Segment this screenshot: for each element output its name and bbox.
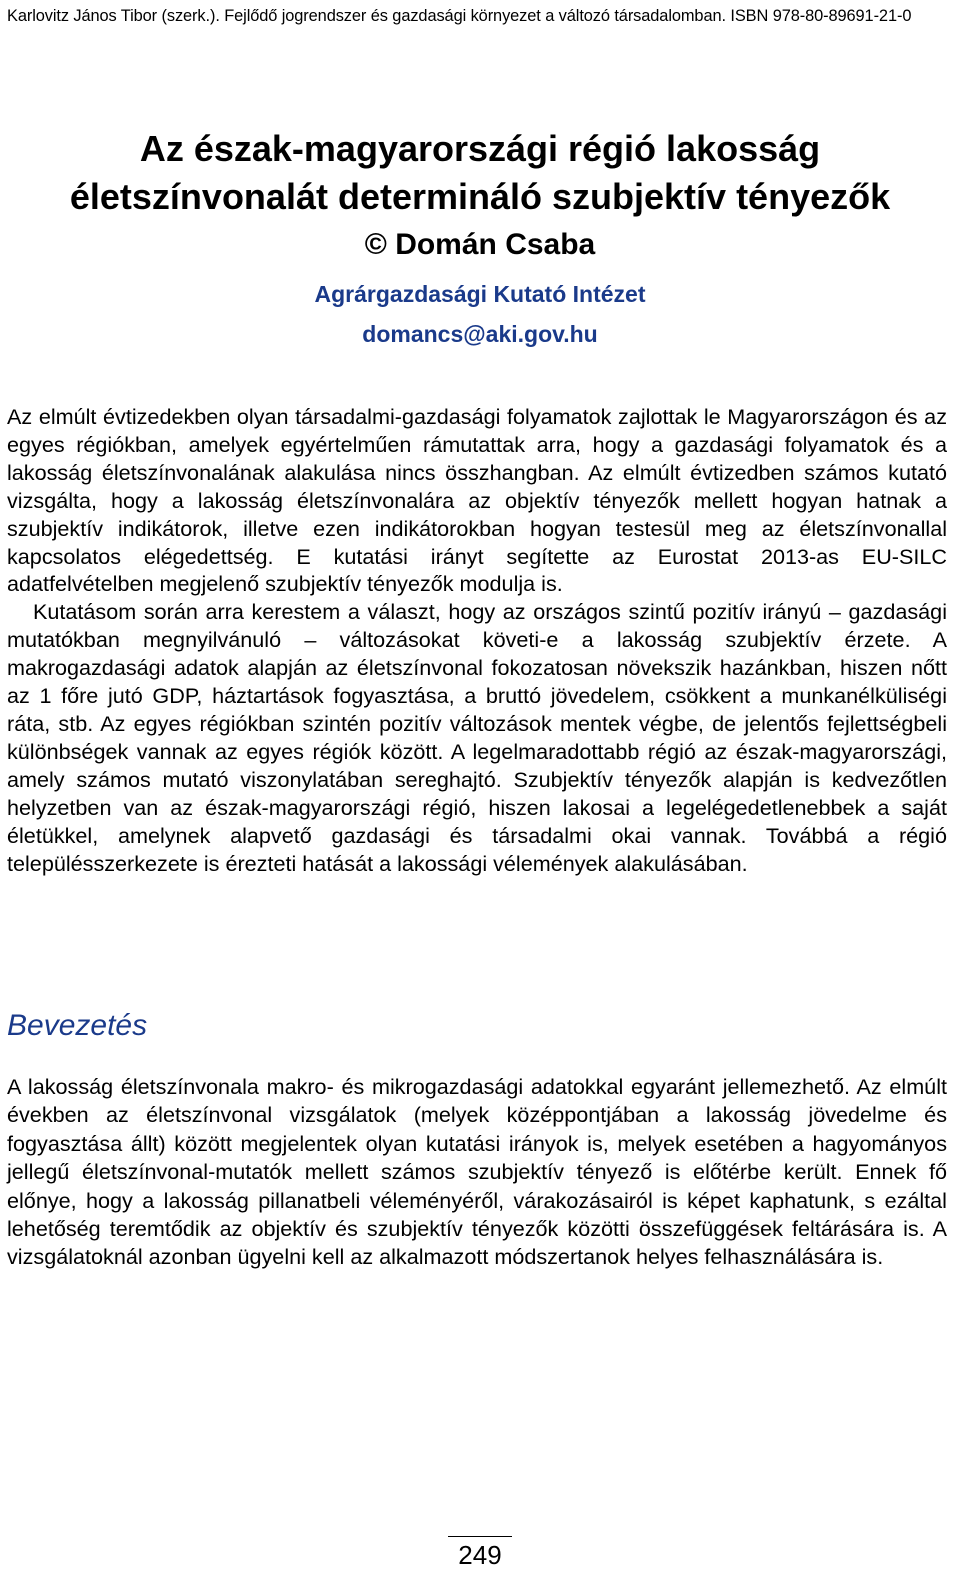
author-name: © Domán Csaba	[364, 228, 596, 261]
page-number: 249	[458, 1540, 502, 1570]
running-header: Karlovitz János Tibor (szerk.). Fejlődő jogrendszer és gazdasági környezet a változó társadalomban. ISBN 978-80-89691-21-0	[7, 7, 912, 25]
author-affiliation: Agrárgazdasági Kutató Intézet	[314, 281, 646, 307]
title-line-1: Az észak-magyarországi régió lakosság	[139, 128, 821, 169]
title-line-2: életszínvonalát determináló szubjektív tényezők	[69, 176, 891, 217]
section-paragraph-1: A lakosság életszínvonala makro- és mikrogazdasági adatokkal egyaránt jellemezhető. Az elmúlt években az életszínvonal vizsgálatok (melyek középpontjában a lakosság jövedelme és fogyasztása állt) között megjelentek olyan kutatási irányok is, melyek esetében a hagyományos jellegű életszínvonal-mutatók mellett számos szubjektív tényező is előtérbe került. Ennek fő előnye, hogy a lakosság pillanatbeli véleményéről, várakozásairól is képet kaphatunk, s ezáltal lehetőség teremtődik az objektív és szubjektív tényezők közötti összefüggések feltárására is. A vizsgálatoknál azonban ügyelni kell az alkalmazott módszertanok helyes felhasználására is.	[7, 1074, 947, 1270]
author-email[interactable]: domancs@aki.gov.hu	[362, 321, 598, 347]
abstract-paragraph-2: Kutatásom során arra kerestem a választ, hogy az országos szintű pozitív irányú – gazdasági mutatókban megnyilvánuló – változásokat követi-e a lakosság szubjektív érzete. A makrogazdasági adatok alapján az életszínvonal fokozatosan növekszik hazánkban, hiszen nőtt az 1 főre jutó GDP, háztartások fogyasztása, a bruttó jövedelem, csökkent a munkanélküliségi ráta, stb. Az egyes régiókban szintén pozitív változások mentek végbe, de jelentős fejlettségbeli különbségek vannak az egyes régiók között. A legelmaradottabb régió az észak-magyarországi, amely számos mutató viszonylatában sereghajtó. Szubjektív tényezők alapján is kedvezőtlen helyzetben van az észak-magyarországi régió, hiszen lakosai a legelégedetlenebbek a saját életükkel, amelynek alapvető gazdasági és társadalmi okai vannak. Továbbá a régió településszerkezete is érezteti hatását a lakossági vélemények alakulásában.	[7, 599, 947, 876]
abstract	[7, 403, 947, 877]
section-heading: Bevezetés	[7, 1009, 148, 1042]
abstract-paragraph-1: Az elmúlt évtizedekben olyan társadalmi-gazdasági folyamatok zajlottak le Magyarországon és az egyes régiókban, amelyek egyértelműen rámutattak arra, hogy a gazdasági folyamatok és a lakosság életszínvonalának alakulása nincs összhangban. Az elmúlt évtizedben számos kutató vizsgálta, hogy a lakosság életszínvonalára az objektív tényezők mellett hogyan hatnak a szubjektív indikátorok, illetve ezen indikátorokban hogyan testesül meg az életszínvonallal kapcsolatos elégedettség. E kutatási irányt segítette az Eurostat 2013-as EU-SILC adatfelvételben megjelenő szubjektív tényezők modulja is.	[7, 404, 947, 597]
article-title	[0, 125, 960, 221]
footer-divider	[448, 1536, 512, 1537]
